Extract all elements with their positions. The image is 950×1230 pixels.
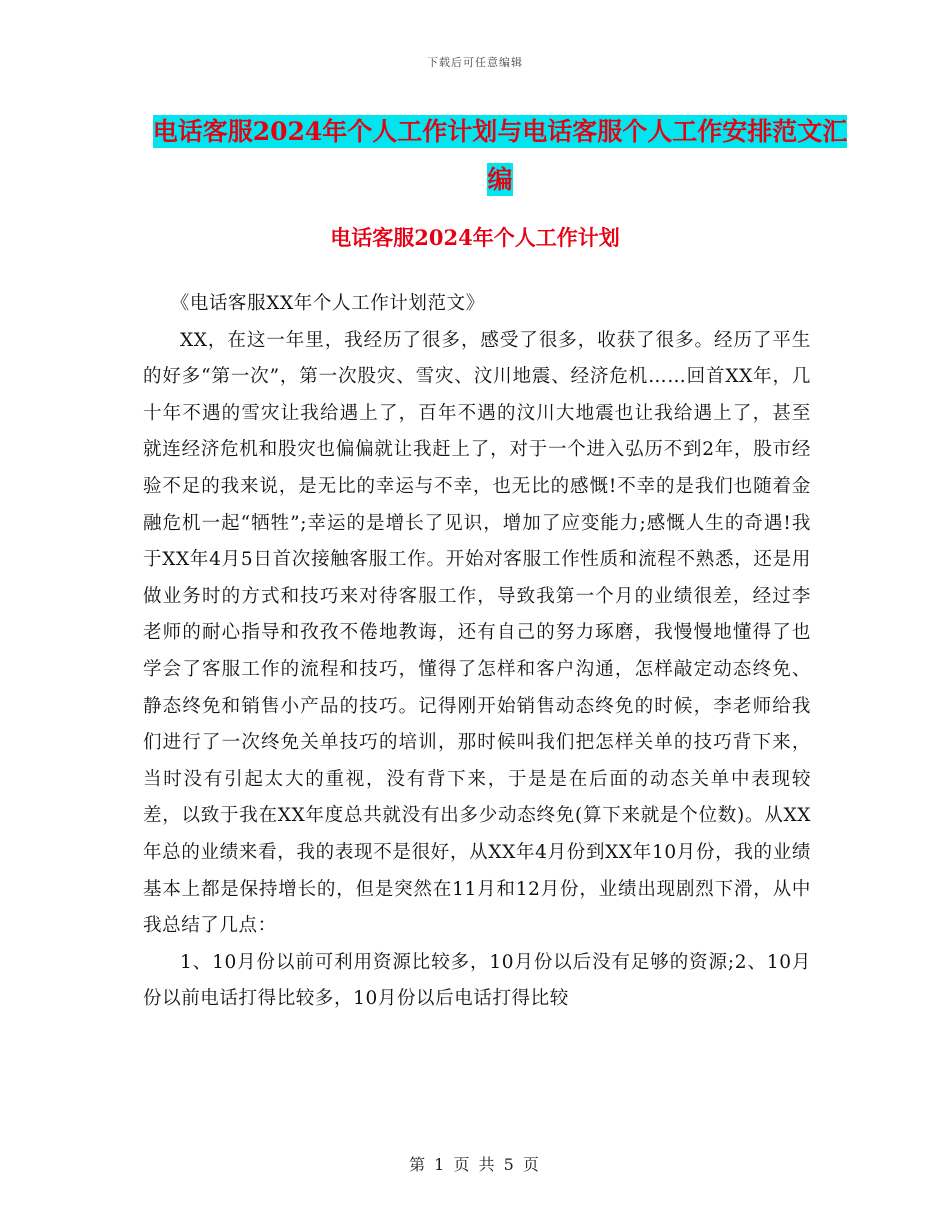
paragraph: 1、10月份以前可利用资源比较多，10月份以后没有足够的资源;2、10月份以前电话打得比较多，10月份以后电话打得比较 [143, 951, 811, 1010]
document-title-text: 电话客服2024年个人工作计划与电话客服个人工作安排范文汇编 [152, 117, 848, 194]
paragraph-subtitle: 《电话客服XX年个人工作计划范文》 [170, 293, 485, 314]
body-text [143, 286, 811, 1018]
page-footer: 第 1 页 共 5 页 [409, 1155, 541, 1174]
header-note: 下载后可任意编辑 [427, 56, 523, 69]
section-title: 电话客服2024年个人工作计划 [330, 225, 620, 250]
paragraph: XX，在这一年里，我经历了很多，感受了很多，收获了很多。经历了平生的好多“第一次”，第一次股灾、雪灾、汶川地震、经济危机……回首XX年，几十年不遇的雪灾让我给遇上了，百年不遇的汶川大地震也让我给遇上了，甚至就连经济危机和股灾也偏偏就让我赶上了，对于一个进入弘历不到2年，股市经验不足的我来说，是无比的幸运与不幸，也无比的感慨!不幸的是我们也随着金融危机一起“牺牲”;幸运的是增长了见识，增加了应变能力;感慨人生的奇遇!我于XX年4月5日首次接触客服工作。开始对客服工作性质和流程不熟悉，还是用做业务时的方式和技巧来对待客服工作，导致我第一个月的业绩很差，经过李老师的耐心指导和孜孜不倦地教诲，还有自己的努力琢磨，我慢慢地懂得了也学会了客服工作的流程和技巧，懂得了怎样和客户沟通，怎样敲定动态终免、静态终免和销售小产品的技巧。记得刚开始销售动态终免的时候，李老师给我们进行了一次终免关单技巧的培训，那时候叫我们把怎样关单的技巧背下来，当时没有引起太大的重视，没有背下来，于是是在后面的动态关单中表现较差，以致于我在XX年度总共就没有出多少动态终免(算下来就是个位数)。从XX年总的业绩来看，我的表现不是很好，从XX年4月份到XX年10月份，我的业绩基本上都是保持增长的，但是突然在11月和12月份，业绩出现剧烈下滑，从中我总结了几点： [143, 329, 811, 937]
document-title [150, 108, 850, 204]
